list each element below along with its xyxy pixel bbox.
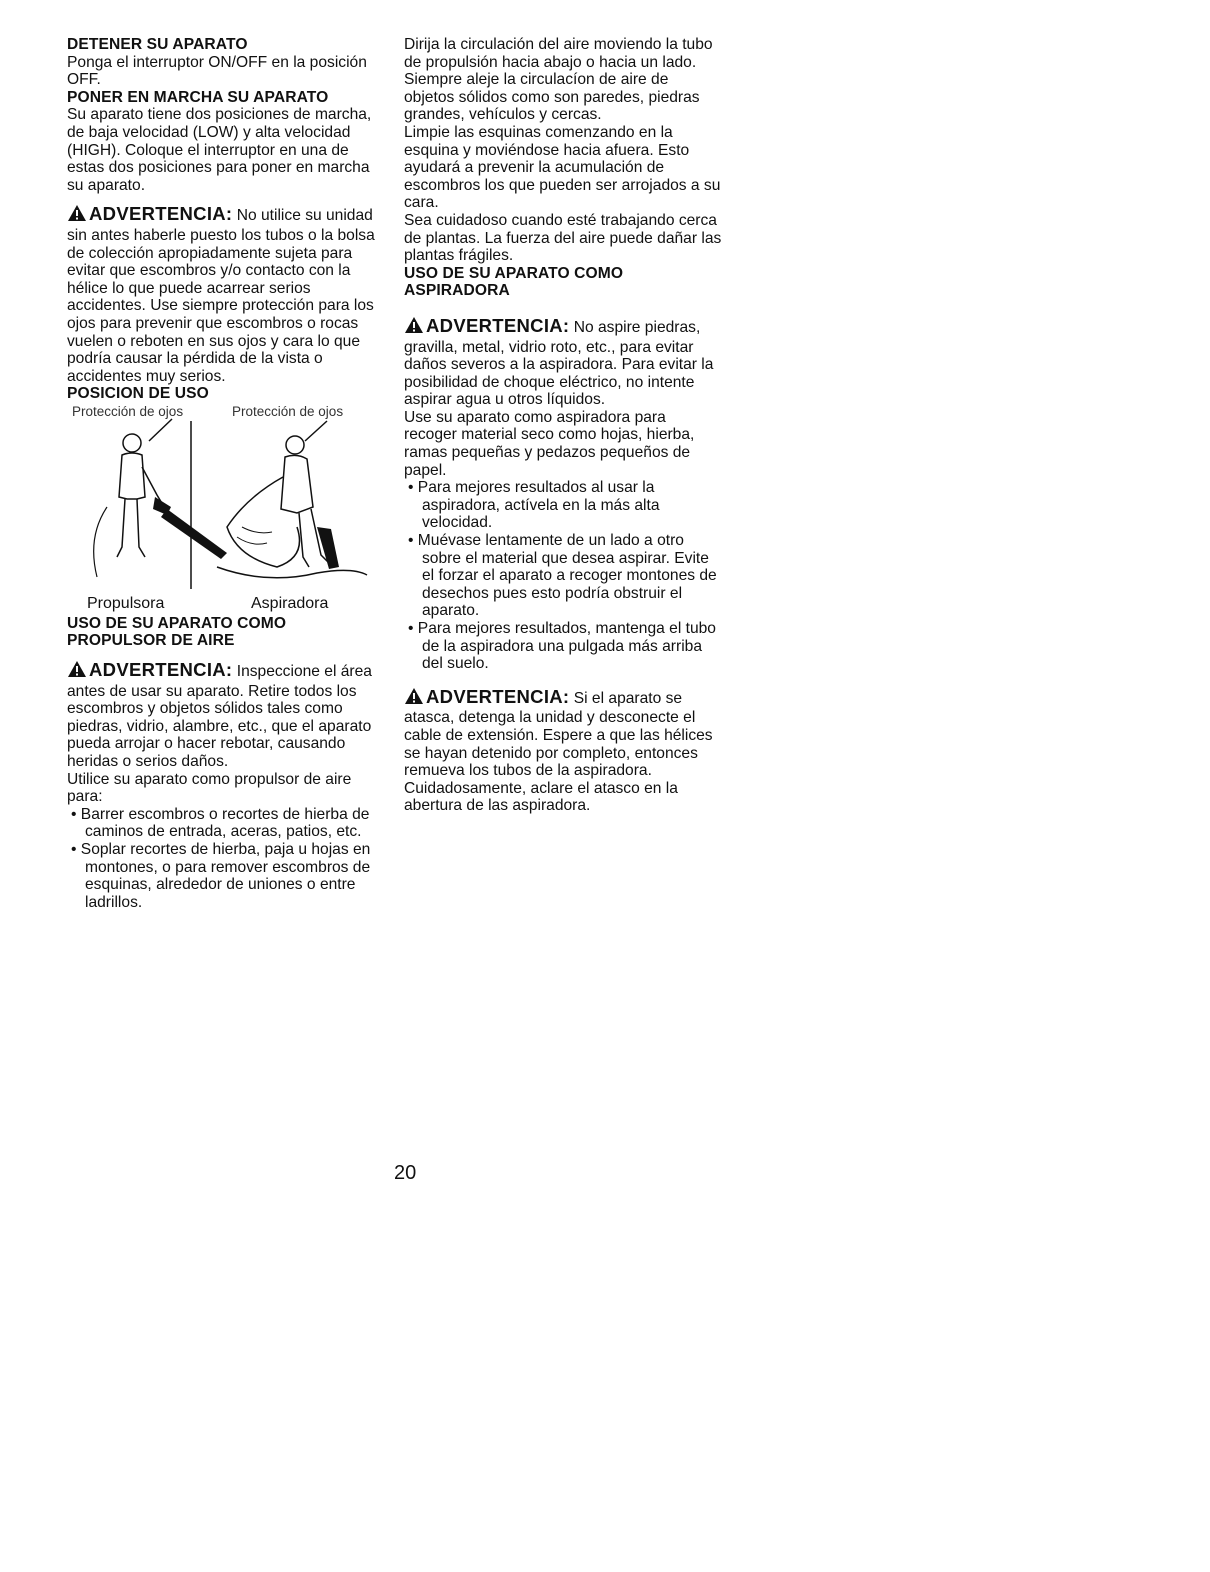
warning-4-text: Si el aparato se atasca, detenga la unidad y desconecte el cable de extensión. Espere a que las hélices se hayan detenido por completo, entonces remueva los tubos de la aspiradora. Cuidadosamente, aclare el atasco en la abertura de las aspiradora. [404,689,713,815]
warning-2-text: Inspeccione el área antes de usar su aparato. Retire todos los escombros y objetos sólidos tales como piedras, vidrio, alambre, etc., que el aparato pueda arrojar o hacer rebotar, causando heridas o serios daños. [67,663,372,771]
posicion-title: POSICION DE USO [67,385,209,403]
poner-text: Su aparato tiene dos posiciones de marcha, de baja velocidad (LOW) y alta velocidad (HIGH). Coloque el interruptor en una de estas dos posiciones para poner en marcha su aparato. [67,106,372,194]
warning-3-text: No aspire piedras, gravilla, metal, vidrio roto, etc., para evitar daños severos a la aspiradora. Para evitar la posibilidad de choque eléctrico, no intente aspirar agua u otros líquidos. [404,318,714,409]
warning-3 [404,316,722,409]
right-paragraph-3: Sea cuidadoso cuando esté trabajando cerca de plantas. La fuerza del aire puede dañar las plantas frágiles. [404,211,722,265]
warning-4-label: ADVERTENCIA: [426,685,570,707]
warning-2-label: ADVERTENCIA: [89,659,233,681]
right-paragraph-4: Use su aparato como aspiradora para recoger material seco como hojas, hierba, ramas pequeñas y pedazos pequeños de papel. [404,408,695,479]
fig-label-left: Propulsora [87,595,165,613]
right-paragraph-2: Limpie las esquinas comenzando en la esquina y moviéndose hacia afuera. Esto ayudará a prevenir la acumulación de escombros los que pueden ser arrojados a su cara. [404,123,721,212]
right-paragraph-1: Dirija la circulación del aire moviendo la tubo de propulsión hacia abajo o hacia un lado. Siempre aleje la circulacíon de aire de objetos sólidos como son paredes, piedras grandes, vehículos y cercas. [404,36,713,124]
left-bullet-1: • Barrer escombros o recortes de hierba de caminos de entrada, aceras, patios, etc. [67,806,387,841]
warning-1-label: ADVERTENCIA: [89,203,233,225]
operator-illustration [67,417,387,607]
left-column [67,36,387,911]
fig-caption-right: Protección de ojos [232,403,344,419]
poner-title: PONER EN MARCHA SU APARATO [67,88,329,106]
warning-4 [404,687,722,815]
warning-triangle-icon [67,204,87,227]
warning-2 [67,660,387,771]
fig-caption-left: Protección de ojos [72,403,184,419]
warning-3-label: ADVERTENCIA: [426,314,570,336]
right-column [404,36,722,815]
detener-title: DETENER SU APARATO [67,36,248,53]
left-bullet-2: • Soplar recortes de hierba, paja u hojas en montones, o para remover escombros de esquinas, alrededor de uniones o entre ladrillos. [67,841,387,911]
right-bullet-3: • Para mejores resultados, mantenga el tubo de la aspiradora una pulgada más arriba del suelo. [404,620,722,673]
detener-text: Ponga el interruptor ON/OFF en la posición OFF. [67,53,367,89]
fig-label-right: Aspiradora [251,595,329,613]
warning-1 [67,204,387,385]
uso-aspiradora-title: USO DE SU APARATO COMO ASPIRADORA [404,264,624,300]
warning-triangle-icon [67,660,87,683]
warning-1-text: No utilice su unidad sin antes haberle puesto los tubos o la bolsa de colección apropiadamente sujeta para evitar que escombros y/o contacto con la hélice lo que puede acarrear serios accidentes. Use siempre protección para los ojos para prevenir que escombros o rocas vuelen o reboten en sus ojos y cara lo que podría causar la pérdida de la vista o accidentes muy serios. [67,207,375,385]
page-number: 20 [394,1162,417,1184]
usage-figure [67,403,387,613]
warning-triangle-icon [404,316,424,339]
uso-propulsor-title: USO DE SU APARATO COMO PROPULSOR DE AIRE [67,614,287,650]
warning-triangle-icon [404,687,424,710]
right-bullet-1: • Para mejores resultados al usar la aspiradora, actívela en la más alta velocidad. [404,479,722,532]
utilice-text: Utilice su aparato como propulsor de aire para: [67,770,352,806]
right-bullet-2: • Muévase lentamente de un lado a otro sobre el material que desea aspirar. Evite el forzar el aparato a recoger montones de desechos pues esto podría obstruir el aparato. [404,532,722,620]
